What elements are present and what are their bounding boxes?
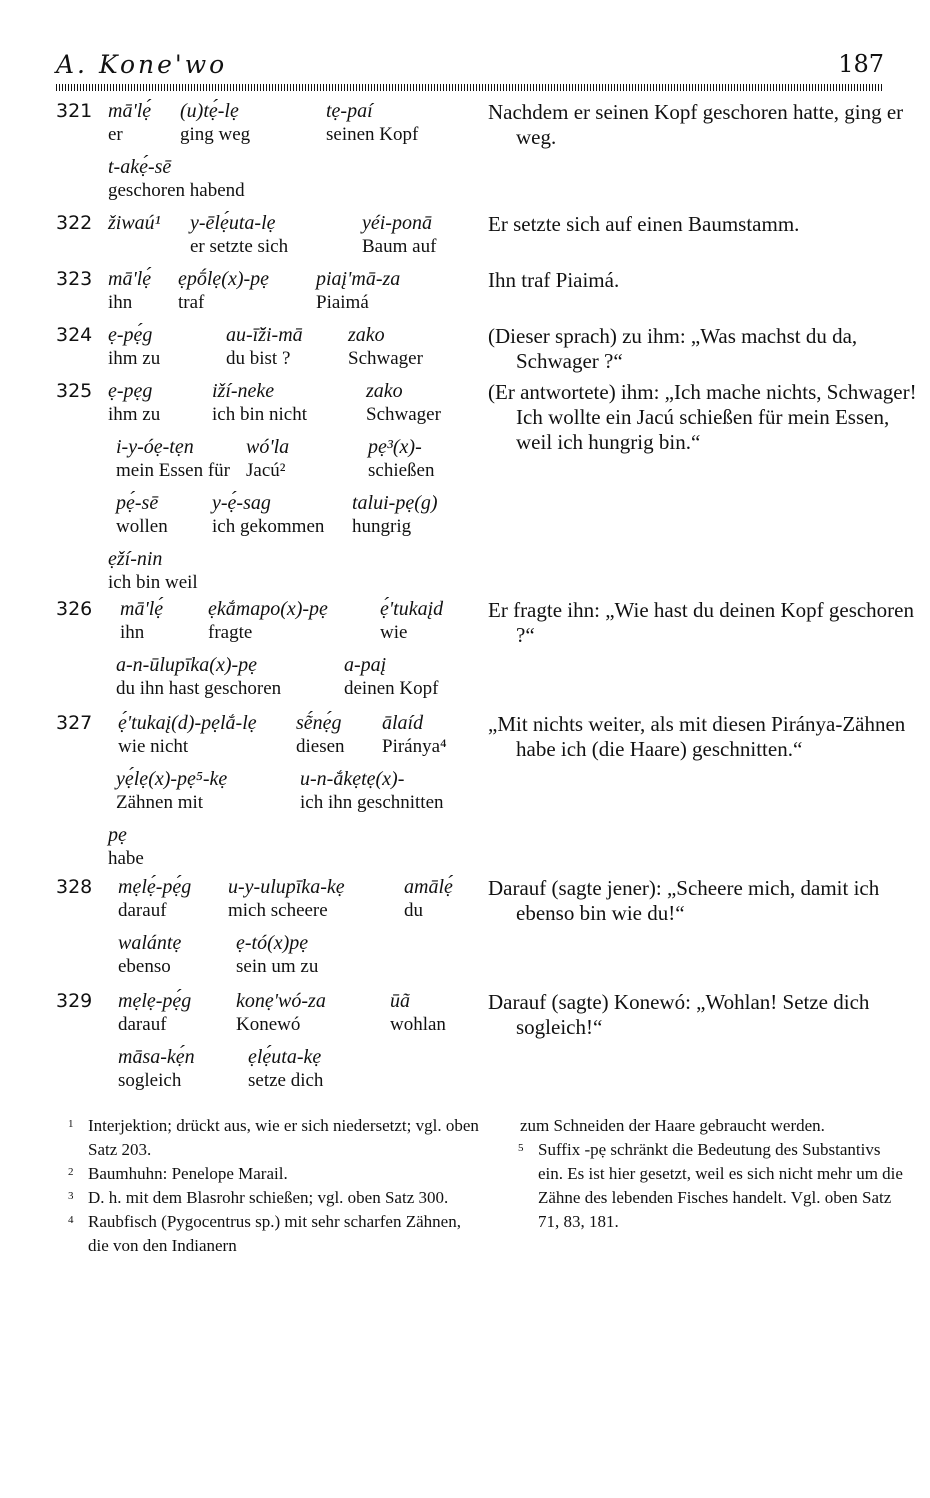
gloss-word — [316, 268, 400, 314]
source-word: t-akẹ́-sē — [108, 156, 172, 178]
source-word: au-ī̆ži-mā — [226, 324, 303, 346]
source-word: zako — [348, 324, 385, 346]
german-gloss: hungrig — [352, 516, 412, 537]
german-gloss: ihn — [120, 622, 145, 643]
german-gloss: ich bin weil — [108, 572, 198, 593]
source-word: zako — [366, 380, 403, 402]
german-gloss: darauf — [118, 1014, 167, 1035]
translation: Er setzte sich auf einen Baumstamm. — [488, 212, 800, 236]
footnote-marker: 5 — [518, 1142, 524, 1154]
german-gloss: habe — [108, 848, 144, 869]
source-word: ẹ-pẹg — [108, 380, 153, 402]
german-gloss: Konewó — [236, 1014, 301, 1035]
source-word: ẹ́'tukaį(d)-pẹlắ-lẹ — [118, 712, 257, 734]
source-word: amālẹ́ — [404, 876, 453, 898]
sentence-number: 323 — [56, 268, 93, 290]
german-gloss: Piaimá — [316, 292, 369, 313]
footnote — [66, 1186, 480, 1210]
gloss-word — [108, 324, 160, 370]
german-gloss: wie — [380, 622, 408, 643]
german-gloss: sogleich — [118, 1070, 182, 1091]
sentence-number: 328 — [56, 876, 93, 898]
gloss-word — [118, 712, 257, 758]
footnote-text: Interjektion; drückt aus, wie er sich niedersetzt; vgl. oben Satz 203. — [88, 1116, 479, 1159]
source-word: ẹkắmapo(x)-pẹ — [208, 598, 328, 620]
source-word: māsa-kẹ́n — [118, 1046, 195, 1068]
german-gloss: fragte — [208, 622, 253, 643]
gloss-word — [116, 654, 281, 700]
footnote — [66, 1114, 480, 1162]
source-word: talui-pẹ(g) — [352, 492, 438, 514]
gloss-word — [352, 492, 438, 538]
source-word: ẹpṓlẹ(x)-pẹ — [178, 268, 270, 290]
source-word: mā'lẹ́ — [108, 268, 152, 290]
sentence-number: 329 — [56, 990, 93, 1012]
german-gloss: du bist ? — [226, 348, 291, 369]
source-word: ẹlẹ́uta-kẹ — [248, 1046, 322, 1068]
german-gloss: deinen Kopf — [344, 678, 439, 699]
gloss-word — [118, 990, 191, 1036]
gloss-word — [228, 876, 345, 922]
german-gloss: ihm zu — [108, 404, 161, 425]
german-gloss: ihm zu — [108, 348, 161, 369]
gloss-word — [236, 932, 318, 978]
sentence-number: 322 — [56, 212, 93, 234]
gloss-word — [362, 212, 436, 258]
source-word: y-ẹ́-sag — [212, 492, 271, 514]
german-gloss: du — [404, 900, 423, 921]
gloss-word — [212, 380, 307, 426]
footnote-text: Baumhuhn: Penelope Marail. — [88, 1164, 288, 1183]
gloss-word — [246, 436, 289, 482]
footnote-marker: 3 — [68, 1190, 74, 1202]
source-word: konẹ'wó-za — [236, 990, 326, 1012]
gloss-word — [190, 212, 288, 258]
gloss-word — [296, 712, 345, 758]
source-word: ālaíd — [382, 712, 424, 734]
gloss-word — [368, 436, 434, 482]
gloss-word — [390, 990, 446, 1036]
gloss-word — [118, 1046, 195, 1092]
german-gloss: mich scheere — [228, 900, 328, 921]
source-word: ẹ-pẹ́g — [108, 324, 153, 346]
german-gloss: Zähnen mit — [116, 792, 204, 813]
german-gloss: wohlan — [390, 1014, 446, 1035]
german-gloss: ich bin nicht — [212, 404, 307, 425]
german-gloss: mein Essen für — [116, 460, 230, 481]
translation: Darauf (sagte) Konewó: „Wohlan! Setze dich sogleich!“ — [488, 990, 870, 1039]
gloss-word — [382, 712, 447, 758]
source-word: mẹlẹ́-pẹ́g — [118, 876, 192, 898]
gloss-word — [118, 876, 191, 922]
german-gloss: Piránya⁴ — [382, 736, 447, 757]
gloss-word — [348, 324, 423, 370]
german-gloss: geschoren habend — [108, 180, 245, 201]
gloss-word — [208, 598, 328, 644]
translation: Nachdem er seinen Kopf geschoren hatte, ging er weg. — [488, 100, 904, 149]
source-word: mā'lẹ́ — [120, 598, 164, 620]
source-word: pẹ — [108, 824, 127, 846]
footnote — [516, 1138, 906, 1234]
german-gloss: schießen — [368, 460, 435, 481]
source-word: yéi-ponā — [362, 212, 432, 234]
gloss-word — [108, 156, 245, 202]
gloss-word — [366, 380, 441, 426]
german-gloss: darauf — [118, 900, 167, 921]
gloss-word — [212, 492, 324, 538]
german-gloss: diesen — [296, 736, 345, 757]
gloss-word — [108, 268, 151, 314]
running-title: A. Kone'wo — [56, 50, 228, 79]
source-word: (u)tẹ́-lẹ — [180, 100, 239, 122]
gloss-word — [236, 990, 326, 1036]
german-gloss: sein um zu — [236, 956, 319, 977]
footnote-text: D. h. mit dem Blasrohr schießen; vgl. oben Satz 300. — [88, 1188, 449, 1207]
page-number: 187 — [838, 50, 884, 78]
footnotes-right-column — [516, 1114, 906, 1234]
gloss-word — [326, 100, 418, 146]
german-gloss: wollen — [116, 516, 168, 537]
gloss-word — [116, 492, 168, 538]
source-word: tẹ-paí — [326, 100, 373, 122]
german-gloss: seinen Kopf — [326, 124, 419, 145]
gloss-word — [108, 548, 198, 594]
source-word: mẹlẹ-pẹ́g — [118, 990, 192, 1012]
source-word: ūã — [390, 990, 410, 1012]
footnote-text: zum Schneiden der Haare gebraucht werden. — [520, 1116, 825, 1135]
source-word: žiwaú¹ — [108, 212, 161, 234]
translation: „Mit nichts weiter, als mit diesen Piránya-Zähnen habe ich (die Haare) geschnitten.“ — [488, 712, 906, 761]
german-gloss: ebenso — [118, 956, 171, 977]
source-word: iží-neke — [212, 380, 275, 402]
source-word: u-y-ulupīka-kẹ — [228, 876, 345, 898]
footnote-text: Suffix -pẹ schränkt die Bedeutung des Substantivs ein. Es ist hier gesetzt, weil es sich nicht mehr um die Zähne des lebenden Fisches handelt. Vgl. oben Satz 71, 83, 181. — [538, 1140, 903, 1231]
source-word: u-n-ắkẹtẹ(x)- — [300, 768, 405, 790]
german-gloss: Schwager — [348, 348, 423, 369]
gloss-word — [248, 1046, 323, 1092]
source-word: mā'lẹ́ — [108, 100, 152, 122]
source-word: pẹ́-sē — [116, 492, 159, 514]
translation: Darauf (sagte jener): „Scheere mich, damit ich ebenso bin wie du!“ — [488, 876, 880, 925]
german-gloss: Baum auf — [362, 236, 437, 257]
footnote — [66, 1210, 480, 1258]
translation: Ihn traf Piaimá. — [488, 268, 620, 292]
gloss-word — [380, 598, 443, 644]
source-word: a-paį — [344, 654, 387, 676]
gloss-word — [404, 876, 453, 922]
translation: (Dieser sprach) zu ihm: „Was machst du da, Schwager ?“ — [488, 324, 858, 373]
german-gloss: wie nicht — [118, 736, 189, 757]
sentence-number: 321 — [56, 100, 93, 122]
source-word: ẹží-nin — [108, 548, 163, 570]
source-word: walántẹ — [118, 932, 182, 954]
source-word: pẹ³(x)- — [368, 436, 422, 458]
gloss-word — [108, 100, 151, 146]
source-word: y-ēlẹ́uta-lẹ — [190, 212, 276, 234]
footnote — [516, 1114, 906, 1138]
german-gloss: ich gekommen — [212, 516, 325, 537]
sentence-number: 327 — [56, 712, 93, 734]
source-word: ẹ́'tukaįd — [380, 598, 444, 620]
german-gloss: Schwager — [366, 404, 441, 425]
translation: (Er antwortete) ihm: „Ich mache nichts, Schwager! Ich wollte ein Jacú schießen für mein Essen, weil ich hungrig bin.“ — [488, 380, 917, 454]
footnote — [66, 1162, 480, 1186]
header-rule — [56, 84, 884, 91]
footnotes-left-column — [66, 1114, 480, 1258]
german-gloss: ich ihn geschnitten — [300, 792, 444, 813]
gloss-word — [108, 380, 160, 426]
german-gloss: Jacú² — [246, 460, 286, 481]
german-gloss: ging weg — [180, 124, 251, 145]
footnote-text: Raubfisch (Pygocentrus sp.) mit sehr scharfen Zähnen, die von den Indianern — [88, 1212, 461, 1255]
source-word: ẹ-tó(x)pẹ — [236, 932, 309, 954]
footnote-marker: 2 — [68, 1166, 74, 1178]
source-word: i-y-óẹ-tẹn — [116, 436, 194, 458]
gloss-word — [108, 212, 161, 236]
german-gloss: er — [108, 124, 123, 145]
german-gloss: du ihn hast geschoren — [116, 678, 282, 699]
german-gloss: traf — [178, 292, 205, 313]
german-gloss: setze dich — [248, 1070, 324, 1091]
source-word: sẽ́nẹ́g — [296, 712, 342, 734]
gloss-word — [300, 768, 444, 814]
gloss-word — [118, 932, 181, 978]
sentence-number: 326 — [56, 598, 93, 620]
gloss-word — [116, 768, 227, 814]
gloss-word — [178, 268, 269, 314]
source-word: yẹ́lẹ(x)-pẹ⁵-kẹ — [116, 768, 228, 790]
source-word: wó'la — [246, 436, 290, 458]
sentence-number: 325 — [56, 380, 93, 402]
german-gloss: ihn — [108, 292, 133, 313]
gloss-word — [344, 654, 438, 700]
gloss-word — [120, 598, 163, 644]
gloss-word — [108, 824, 144, 870]
gloss-word — [116, 436, 230, 482]
footnote-marker: 4 — [68, 1214, 74, 1226]
footnote-marker: 1 — [68, 1118, 74, 1130]
source-word: a-n-ūlupīka(x)-pẹ — [116, 654, 258, 676]
sentence-number: 324 — [56, 324, 93, 346]
source-word: piaį'mā-za — [316, 268, 401, 290]
german-gloss: er setzte sich — [190, 236, 289, 257]
gloss-word — [180, 100, 250, 146]
gloss-word — [226, 324, 303, 370]
running-head — [56, 50, 884, 80]
translation: Er fragte ihn: „Wie hast du deinen Kopf geschoren ?“ — [488, 598, 914, 647]
